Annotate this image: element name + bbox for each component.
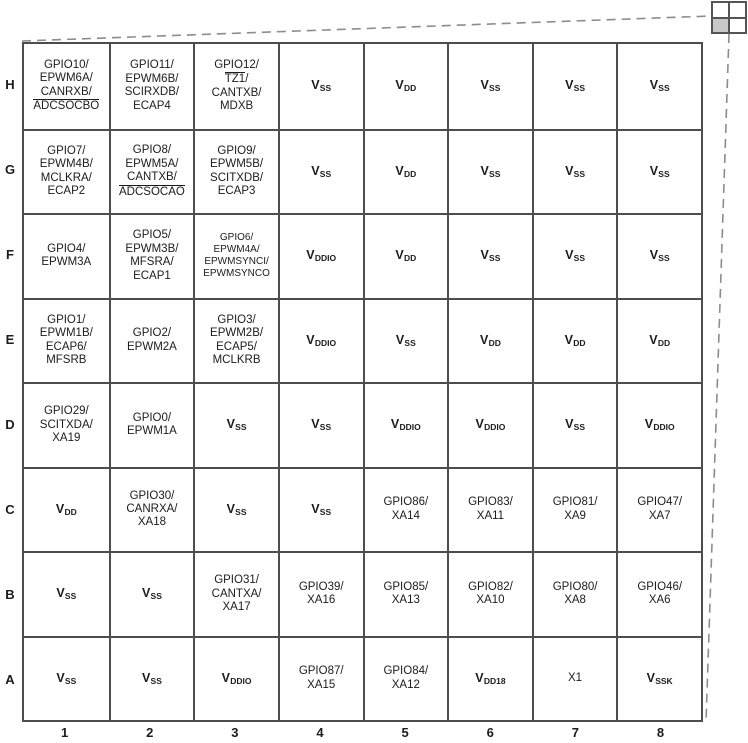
pin-signal-line: EPWMSYNCI/ — [204, 256, 269, 268]
pin-signal-line: GPIO1/ — [47, 313, 86, 326]
power-pin-label: $V_{DD}$ — [649, 332, 671, 348]
pin-cell-B6 — [447, 551, 532, 636]
callout-line-right — [706, 34, 729, 722]
pin-signal-line: CANTXA/ — [211, 587, 262, 600]
pin-signal-line: XA16 — [307, 594, 336, 607]
pin-cell-A5 — [363, 636, 448, 721]
pin-cell-F6 — [447, 213, 532, 298]
power-pin-label: $V_{SS}$ — [565, 417, 585, 433]
pin-cell-B5 — [363, 551, 448, 636]
pin-signal-line: EPWM3A — [41, 256, 92, 269]
package-quadrant-icon — [711, 1, 747, 34]
pin-signal-line: MDXB — [219, 100, 254, 113]
power-pin-label: $V_{SS}$ — [311, 417, 332, 433]
pin-signal-line: EPWM2A — [127, 340, 177, 353]
pin-signal-line: XA12 — [391, 678, 420, 691]
pin-cell-G4 — [278, 129, 363, 214]
pin-cell-C3 — [193, 467, 278, 552]
pin-signal-line: EPWM5B/ — [210, 158, 264, 171]
pin-cell-C4 — [278, 467, 363, 552]
power-pin-label: $V_{SS}$ — [565, 78, 585, 94]
pin-signal-line: EPWM6B/ — [125, 72, 179, 85]
pin-signal-line: GPIO47/ — [637, 496, 683, 509]
pin-signal-line: XA17 — [222, 600, 251, 613]
row-label-E: E — [5, 332, 15, 347]
power-pin-label: $V_{SS}$ — [56, 586, 77, 602]
pin-signal-line: GPIO4/ — [47, 242, 86, 255]
pin-signal-line: GPIO31/ — [214, 574, 259, 587]
power-pin-label: $V_{SS}$ — [311, 501, 332, 517]
pin-cell-F2 — [109, 213, 194, 298]
power-pin-label: $V_{SS}$ — [141, 670, 162, 686]
pin-cell-D1 — [24, 382, 109, 467]
pin-signal-line: SCITXDB/ — [210, 171, 264, 184]
pin-signal-line: GPIO7/ — [47, 144, 86, 157]
pin-cell-H2 — [109, 44, 194, 129]
power-pin-label: $V_{SS}$ — [649, 248, 670, 264]
pin-cell-H8 — [616, 44, 701, 129]
pin-cell-H6 — [447, 44, 532, 129]
pin-cell-D3 — [193, 382, 278, 467]
pin-signal-line: EPWMSYNCO — [203, 268, 270, 280]
pin-signal-line: ECAP1 — [133, 269, 171, 282]
pin-signal-line: SCIRXDB/ — [124, 86, 180, 99]
power-pin-label: $V_{SS}$ — [226, 501, 247, 517]
col-label-3: 3 — [231, 725, 239, 740]
row-labels — [0, 42, 20, 722]
row-label-D: D — [5, 417, 15, 432]
pin-signal-line: GPIO9/ — [217, 144, 256, 157]
power-pin-label: $V_{DDIO}$ — [306, 248, 337, 264]
pin-signal-line: CANRXB/ — [40, 85, 92, 98]
pin-cell-B2 — [109, 551, 194, 636]
row-label-F: F — [6, 247, 14, 262]
pin-cell-E1 — [24, 298, 109, 383]
pin-signal-line: TZ1/ — [224, 73, 249, 86]
power-pin-label: $V_{SS}$ — [565, 248, 585, 264]
power-pin-label: $V_{DDIO}$ — [644, 417, 675, 433]
pin-cell-G5 — [363, 129, 448, 214]
pin-cell-G8 — [616, 129, 701, 214]
power-pin-label: $V_{SS}$ — [311, 78, 332, 94]
pin-cell-D4 — [278, 382, 363, 467]
pin-signal-line: CANRXA/ — [126, 503, 178, 516]
pin-cell-A8 — [616, 636, 701, 721]
power-pin-label: $V_{SS}$ — [141, 586, 162, 602]
package-quadrant-bottom-right — [729, 18, 746, 34]
active-low-signal: TZ1 — [224, 73, 246, 86]
pin-signal-line: GPIO3/ — [217, 313, 256, 326]
pin-signal-line: XA6 — [648, 594, 671, 607]
col-labels — [22, 722, 703, 743]
power-pin-label: $V_{DDIO}$ — [390, 417, 421, 433]
pin-signal-line: EPWM3B/ — [125, 242, 179, 255]
pin-signal-line: EPWM6A/ — [39, 72, 93, 85]
pin-signal-line: CANTXB/ — [211, 86, 262, 99]
pin-cell-G7 — [532, 129, 617, 214]
pin-signal-line: GPIO2/ — [132, 327, 172, 340]
pin-signal-line: MCLKRA/ — [40, 171, 92, 184]
power-pin-label: $V_{SS}$ — [480, 248, 501, 264]
pin-cell-A6 — [447, 636, 532, 721]
pin-signal-line: SCITXDA/ — [39, 418, 93, 431]
power-pin-label: $V_{DDIO}$ — [221, 670, 252, 686]
power-pin-label: $V_{SS}$ — [480, 78, 501, 94]
pin-signal-line: XA14 — [391, 509, 420, 522]
pin-signal-line: CANTXB/ — [127, 171, 177, 184]
pin-cell-B4 — [278, 551, 363, 636]
power-pin-label: $V_{DD}$ — [564, 332, 586, 348]
pin-cell-E5 — [363, 298, 448, 383]
pin-cell-D2 — [109, 382, 194, 467]
pin-cell-A2 — [109, 636, 194, 721]
col-label-8: 8 — [656, 725, 665, 740]
power-pin-label: $V_{DD}$ — [55, 501, 77, 517]
pin-cell-F4 — [278, 213, 363, 298]
pin-cell-H4 — [278, 44, 363, 129]
pin-cell-A3 — [193, 636, 278, 721]
callout-line-top — [22, 16, 711, 41]
pin-signal-line: XA10 — [476, 594, 505, 607]
power-pin-label: $V_{SS}$ — [395, 332, 416, 348]
pin-signal-line: XA13 — [391, 594, 420, 607]
pin-signal-line: EPWM4B/ — [39, 158, 93, 171]
pin-signal-line: EPWM5A/ — [125, 157, 179, 170]
pin-cell-B8 — [616, 551, 701, 636]
pin-cell-B1 — [24, 551, 109, 636]
pin-signal-line: ECAP6/ — [45, 340, 87, 353]
power-pin-label: $V_{SS}$ — [56, 670, 77, 686]
power-pin-label: $V_{DD}$ — [395, 163, 417, 179]
package-quadrant-top-right — [729, 2, 746, 18]
pin-cell-E3 — [193, 298, 278, 383]
pin-signal-line: MFSRA/ — [130, 256, 174, 269]
pin-cell-B7 — [532, 551, 617, 636]
power-pin-label: $V_{SS}$ — [649, 163, 670, 179]
pin-signal-line: ECAP5/ — [216, 340, 258, 353]
row-label-H: H — [5, 77, 15, 92]
pin-signal-line — [33, 99, 99, 113]
row-label-A: A — [5, 672, 15, 687]
col-label-4: 4 — [316, 725, 324, 740]
pin-signal-line: XA8 — [564, 594, 586, 607]
pin-cell-C1 — [24, 467, 109, 552]
pin-signal-line: GPIO11/ — [129, 59, 174, 72]
pin-cell-C6 — [447, 467, 532, 552]
pin-cell-F3 — [193, 213, 278, 298]
col-label-5: 5 — [401, 725, 409, 740]
pin-cell-A1 — [24, 636, 109, 721]
pin-cell-C2 — [109, 467, 194, 552]
power-pin-label: $V_{DDIO}$ — [306, 332, 337, 348]
pin-signal-line: GPIO0/ — [132, 411, 172, 424]
row-label-B: B — [5, 587, 15, 602]
power-pin-label: $V_{SSK}$ — [646, 670, 673, 686]
col-label-2: 2 — [146, 725, 154, 740]
pin-cell-E7 — [532, 298, 617, 383]
power-pin-label: $V_{DD18}$ — [475, 670, 506, 686]
col-label-7: 7 — [571, 725, 579, 740]
pin-signal-line: GPIO86/ — [383, 496, 429, 509]
power-pin-label: $V_{DD}$ — [395, 78, 417, 94]
pin-cell-H1 — [24, 44, 109, 129]
pin-signal-line: GPIO39/ — [298, 580, 344, 593]
pin-signal-line: GPIO87/ — [298, 665, 344, 678]
pin-signal-line: EPWM4A/ — [213, 244, 260, 256]
power-pin-label: $V_{SS}$ — [649, 78, 670, 94]
col-label-1: 1 — [60, 725, 69, 740]
pin-signal-line: GPIO83/ — [468, 496, 513, 509]
pin-signal-line: ECAP4 — [133, 99, 171, 112]
pin-signal-line: GPIO6/ — [219, 231, 254, 243]
pin-signal-line: XA9 — [564, 509, 586, 522]
pin-signal-line: GPIO12/ — [214, 58, 259, 71]
pin-cell-C7 — [532, 467, 617, 552]
pin-cell-A4 — [278, 636, 363, 721]
pin-signal-line: GPIO29/ — [43, 405, 89, 418]
pin-signal-line: GPIO85/ — [383, 580, 429, 593]
package-quadrant-top-left — [712, 2, 729, 18]
pin-grid — [22, 42, 703, 722]
pin-signal-line: MFSRB — [46, 354, 87, 367]
power-pin-label: $V_{SS}$ — [311, 163, 332, 179]
pin-cell-F7 — [532, 213, 617, 298]
row-label-C: C — [5, 502, 15, 517]
pin-signal-line: GPIO10/ — [43, 58, 89, 71]
pin-signal-line: XA15 — [307, 678, 336, 691]
pin-signal-line: EPWM1A — [127, 425, 177, 438]
power-pin-label: $V_{SS}$ — [480, 163, 501, 179]
pin-cell-H3 — [193, 44, 278, 129]
pin-cell-C8 — [616, 467, 701, 552]
pin-signal-line: XA18 — [137, 516, 166, 529]
pin-cell-G6 — [447, 129, 532, 214]
pin-signal-line: EPWM2B/ — [210, 327, 264, 340]
pin-cell-G1 — [24, 129, 109, 214]
pin-signal-line: ECAP2 — [47, 185, 86, 198]
pin-signal-line: GPIO80/ — [552, 580, 598, 593]
active-low-signal: ADCSOCAO — [119, 185, 185, 198]
pin-signal-line: GPIO81/ — [552, 496, 598, 509]
pin-cell-F5 — [363, 213, 448, 298]
package-quadrant-shaded — [712, 18, 729, 34]
pin-signal-line: XA19 — [52, 431, 81, 444]
power-pin-label: $V_{DDIO}$ — [475, 417, 506, 433]
pin-cell-D5 — [363, 382, 448, 467]
pin-cell-E2 — [109, 298, 194, 383]
pin-signal-line: XA11 — [476, 509, 505, 522]
pin-cell-F8 — [616, 213, 701, 298]
pin-signal-line: ECAP3 — [217, 185, 256, 198]
active-low-signal: ADCSOCBO — [33, 100, 100, 113]
power-pin-label: $V_{DD}$ — [480, 332, 501, 348]
pin-cell-F1 — [24, 213, 109, 298]
pin-signal-line: XA7 — [648, 509, 671, 522]
pin-cell-G2 — [109, 129, 194, 214]
pin-cell-E8 — [616, 298, 701, 383]
pin-cell-G3 — [193, 129, 278, 214]
pin-cell-E4 — [278, 298, 363, 383]
pin-cell-C5 — [363, 467, 448, 552]
pin-cell-H5 — [363, 44, 448, 129]
power-pin-label: $V_{SS}$ — [565, 163, 585, 179]
col-label-6: 6 — [486, 725, 494, 740]
power-pin-label: $V_{DD}$ — [395, 248, 417, 264]
pin-signal-line: GPIO8/ — [132, 144, 172, 157]
pin-cell-H7 — [532, 44, 617, 129]
pin-signal-line: GPIO5/ — [132, 229, 172, 242]
pin-signal-line: GPIO30/ — [129, 489, 175, 502]
pin-signal-line: X1 — [568, 672, 583, 685]
pin-cell-D8 — [616, 382, 701, 467]
pin-cell-D7 — [532, 382, 617, 467]
pin-cell-B3 — [193, 551, 278, 636]
pin-signal-line: EPWM1B/ — [39, 327, 93, 340]
pin-signal-line: MCLKRB — [212, 354, 261, 367]
pin-signal-line: GPIO82/ — [468, 580, 513, 593]
pin-cell-A7 — [532, 636, 617, 721]
pin-signal-line: GPIO46/ — [637, 580, 683, 593]
power-pin-label: $V_{SS}$ — [226, 417, 247, 433]
pin-cell-E6 — [447, 298, 532, 383]
row-label-G: G — [4, 162, 16, 177]
pin-cell-D6 — [447, 382, 532, 467]
pin-signal-line — [119, 185, 185, 199]
pin-signal-line: GPIO84/ — [383, 665, 429, 678]
